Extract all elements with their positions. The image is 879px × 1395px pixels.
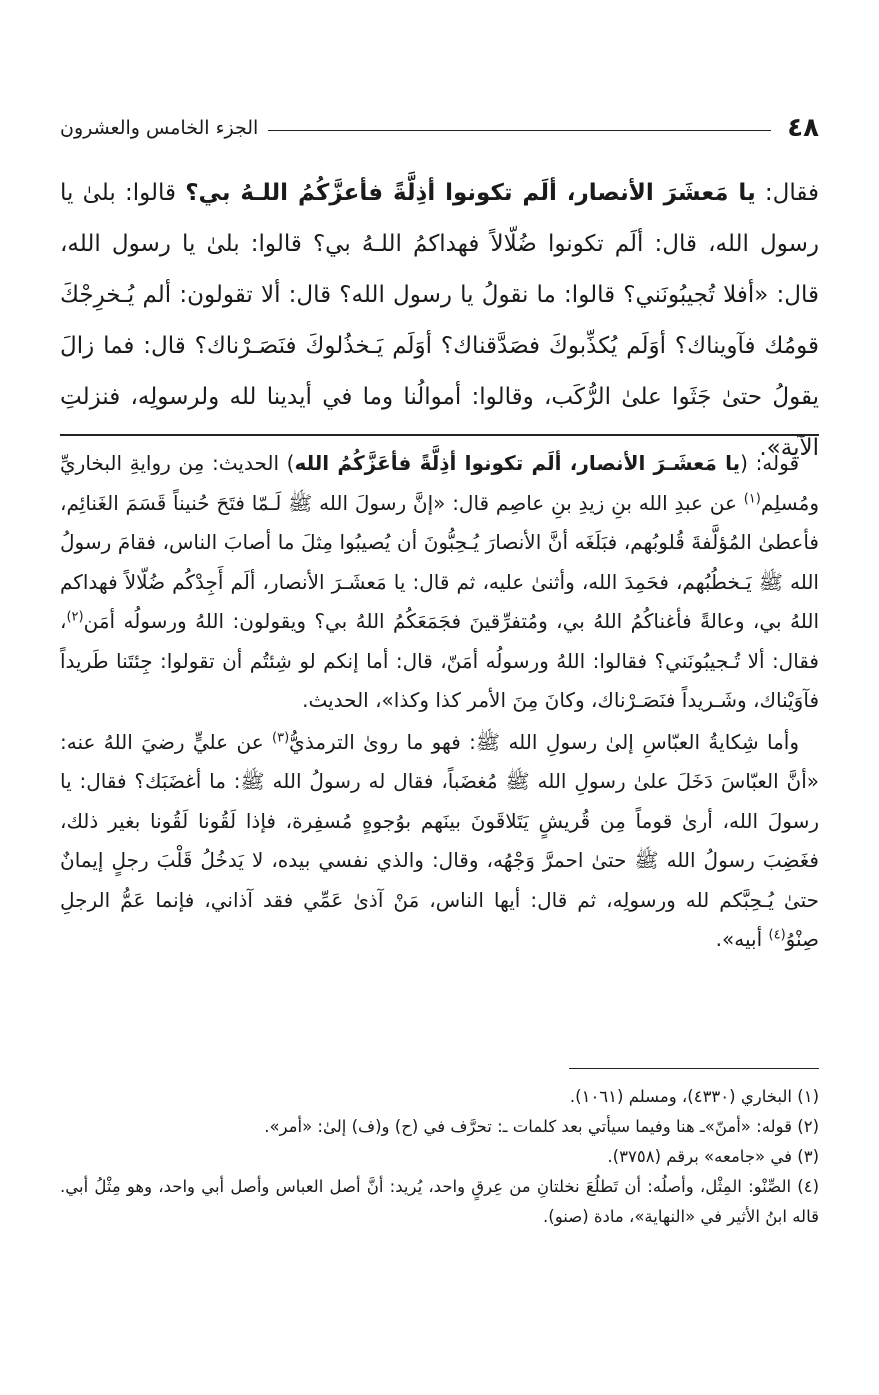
p1-text-c: ، فقال: ألا تُـجيبُونَني؟ فقالوا: اللهُ ورسولُه أمَنّ، قال: أما إنكم لو شِئتُم أن تقولوا: جِئتَنا طَريداً فآوَيْناك، وشَـريداً فنَصَـرْناك، وكانَ مِنَ الأمر كذا وكذا»، الحديث.	[60, 609, 819, 712]
main-paragraph	[60, 168, 819, 474]
footnote-4: (٤) الصِّنْو: المِثْل، وأصلُه: أن تَطلُعَ نخلتانِ من عِرقٍ واحد، يُريد: أنَّ أصل العباس وأصل أبي واحد، وهو مِثْلُ أبي. قاله ابنُ الأثير في «النهاية»، مادة (صنو).	[60, 1177, 819, 1226]
main-intro: فقال:	[755, 180, 820, 206]
main-text	[60, 168, 819, 474]
p1-text-b: عن عبدِ الله بنِ زيدِ بنِ عاصِم قال: «إنَّ رسولَ الله ﷺ لَـمّا فتَحَ حُنيناً قَسَمَ الغَنائِم، فأعطىٰ المُؤلَّفةَ قُلوبُهم، فبَلَغَه أنَّ الأنصارَ يُـحِبُّونَ أن يُصيبُوا مِثلَ ما أصابَ الناس، فقامَ رسولُ الله ﷺ يَـخطُبُهم، فحَمِدَ الله، وأثنىٰ عليه، ثم قال: يا مَعشَـرَ الأنصار، ألَم أَجِدْكُم ضُلّالاً فهداكم اللهُ بي، وعالةً فأغناكُمُ اللهُ بي، ومُتفرِّقينَ فجَمَعَكُمُ اللهُ بي؟ ويقولون: اللهُ ورسولُه أمَن	[60, 490, 819, 633]
p1-text-a: ) الحديث: مِن روايةِ البخاريِّ ومُسلِم	[60, 451, 819, 515]
book-page	[60, 0, 819, 1395]
footnote-3: (٣) في «جامعه» برقم (٣٧٥٨).	[607, 1147, 819, 1166]
p2-text-a: وأما شِكايةُ العبّاسِ إلىٰ رسولِ الله ﷺ: فهو ما روىٰ الترمذيُّ	[289, 729, 800, 754]
commentary-paragraph-2	[60, 723, 819, 960]
footnotes	[60, 1082, 819, 1232]
p1-bold-quote: يا مَعشَـرَ الأنصار، ألَم تكونوا أذِلَّةً فأعَزَّكُمُ الله	[294, 451, 741, 475]
p1-intro: قوله: (	[740, 451, 800, 475]
commentary	[60, 444, 819, 960]
p2-text-b: عن عليٍّ رضيَ اللهُ عنه: «أنَّ العبّاسَ دَخَلَ علىٰ رسولِ الله ﷺ مُغضَباً، فقال له رسولُ الله ﷺ: ما أغضَبَك؟ فقال: يا رسولَ الله، أرىٰ قوماً مِن قُريشٍ يَتَلاقَونَ بينَهم بوُجوهٍ مُسفِرة، فإذا لَقُونا لَقُونا بغير ذلك، فغَضِبَ رسولُ الله ﷺ حتىٰ احمرَّ وَجْهُه، وقال: والذي نفسي بيده، لا يَدخُلُ قَلْبَ رجلٍ إيمانٌ حتىٰ يُـحِبَّكم لله ورسولِه، ثم قال: أيها الناس، مَنْ آذىٰ عَمِّي فقد آذاني، فإنما عَمُّ الرجلِ صِنْوُ	[60, 729, 819, 951]
footnote-ref-4[interactable]: (٤)	[768, 927, 786, 943]
footnote-2: (٢) قوله: «أمنّ»ـ هنا وفيما سيأتي بعد كلمات ـ: تحرَّف في (ح) و(ف) إلىٰ: «أمر».	[264, 1117, 819, 1136]
p2-text-c: أبيه».	[715, 927, 769, 951]
main-rest: قالوا: بلىٰ يا رسول الله، قال: ألَم تكونوا ضُلّالاً فهداكمُ اللـهُ بي؟ قالوا: بلىٰ يا رسول الله، قال: «أفلا تُجيبُونَني؟ قالوا: ما نقولُ يا رسول الله؟ قال: ألا تقولون: ألم يُـخرِجْكَ قومُك فآويناك؟ أوَلَم يُكذِّبوكَ فصَدَّقناك؟ أوَلَم يَـخذُلوكَ فنَصَـرْناك؟ قال: فما زالَ يقولُ حتىٰ جَثَوا علىٰ الرُّكَب، وقالوا: أموالُنا وما في أيدينا لله ولرسولِه، فنزلتِ الآية».	[60, 180, 819, 461]
commentary-paragraph-1	[60, 444, 819, 721]
footnote-ref-3[interactable]: (٣)	[272, 729, 290, 745]
footnote-1: (١) البخاري (٤٣٣٠)، ومسلم (١٠٦١).	[569, 1087, 819, 1106]
footnote-ref-2[interactable]: (٢)	[66, 609, 84, 625]
footnote-ref-1[interactable]: (١)	[743, 490, 761, 506]
part-title: الجزء الخامس والعشرون	[60, 117, 259, 139]
page-number: ٤٨	[787, 113, 819, 143]
running-head	[60, 108, 819, 148]
footnote-rule	[569, 1068, 819, 1069]
header-rule	[268, 130, 771, 131]
main-bold-quote: يا مَعشَرَ الأنصار، ألَم تكونوا أذِلَّةً فأعزَّكُمُ اللـهُ بي؟	[185, 180, 756, 206]
section-divider	[60, 434, 819, 436]
